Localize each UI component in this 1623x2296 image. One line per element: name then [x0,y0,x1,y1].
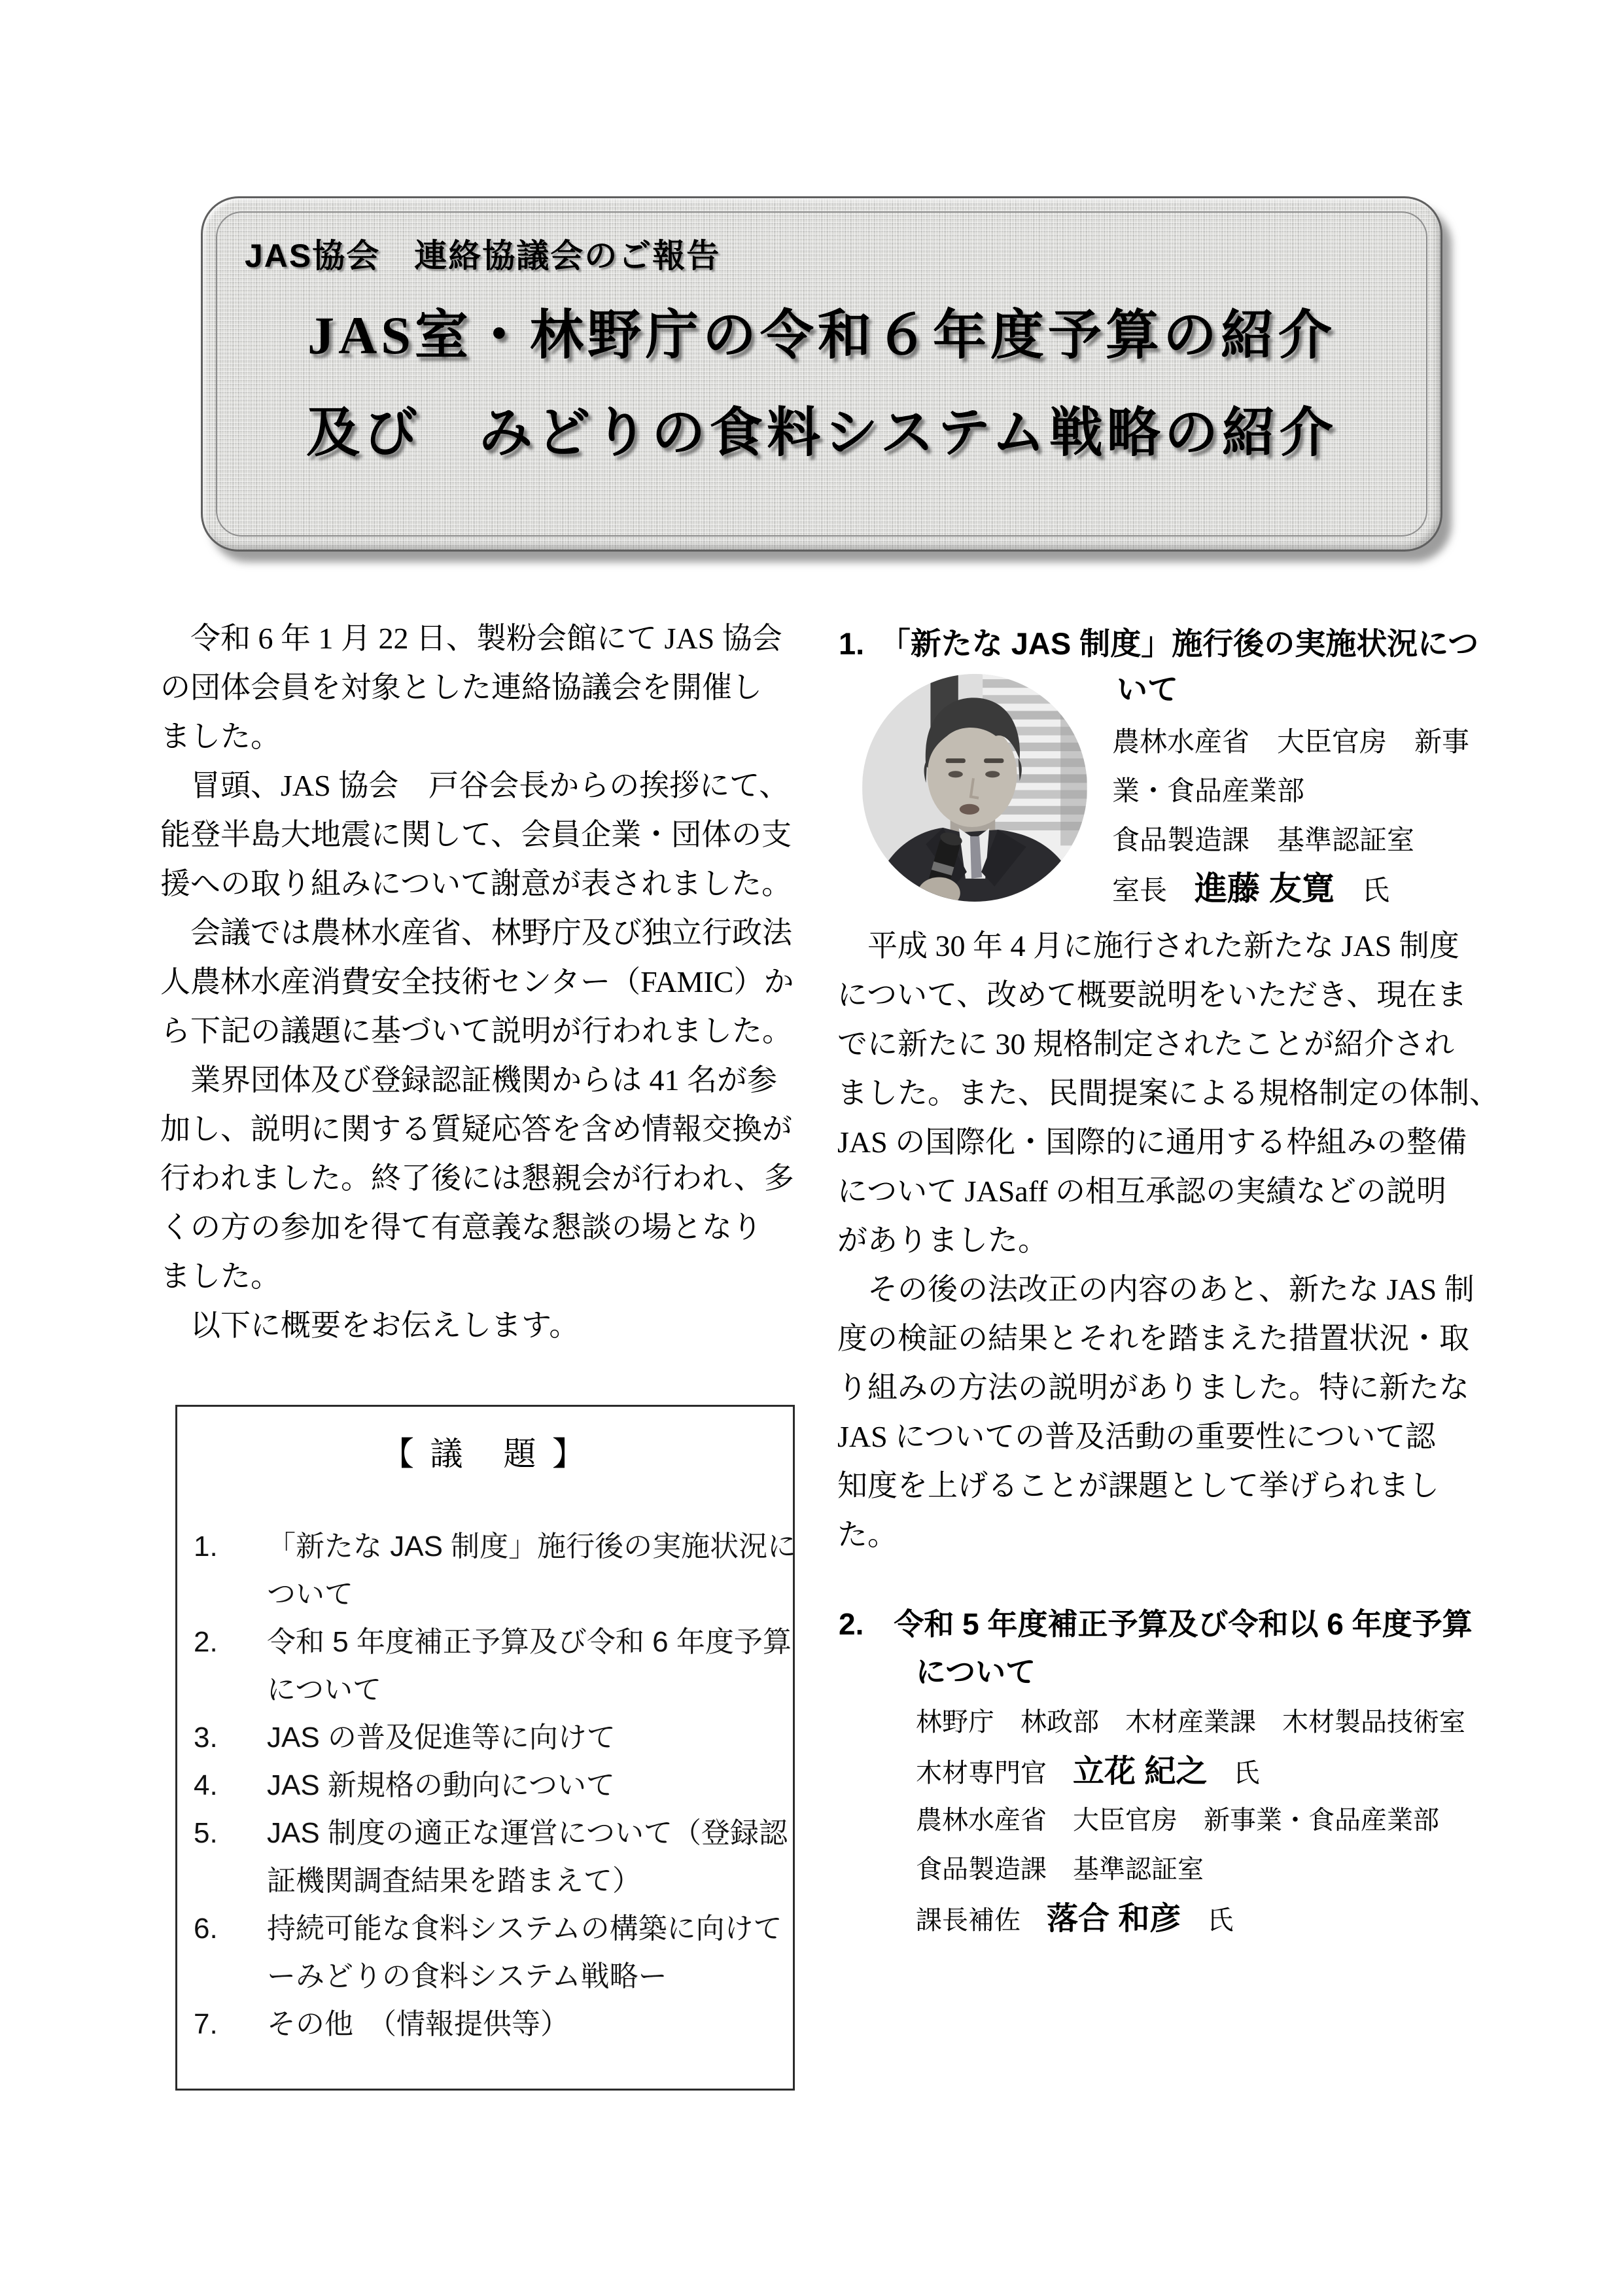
body-line: 知度を上げることが課題として挙げられまし [837,1469,1439,1502]
body-line: JAS の国際化・国際的に通用する枠組みの整備 [837,1125,1467,1159]
agenda-item-number: 2. [194,1626,218,1658]
affiliation-line: 林野庁 林政部 木材産業課 木材製品技術室 [916,1708,1465,1737]
section1-heading-line1: 1. 「新たな JAS 制度」施行後の実施状況につ [839,626,1479,661]
section2-heading-line1: 2. 令和 5 年度補正予算及び令和以 6 年度予算 [839,1607,1473,1641]
speaker-name-line [916,1747,1465,1796]
agenda-item-text: JAS 新規格の動向について [267,1769,616,1801]
body-line: の団体会員を対象とした連絡協議会を開催し [160,671,762,704]
speaker-role: 課長補佐 [916,1906,1047,1935]
speaker-name: 進藤 友寛 [1195,870,1335,907]
header-titles [203,287,1440,482]
body-line: がありました。 [837,1224,1048,1257]
agenda-item [177,1570,793,1618]
body-line: 平成 30 年 4 月に施行された新たな JAS 制度 [837,929,1459,963]
speaker-name: 落合 和彦 [1047,1901,1181,1936]
body-line: 業界団体及び登録認証機関からは 41 名が参 [160,1063,777,1097]
affiliation-line: 食品製造課 基準認証室 [916,1855,1204,1884]
agenda-item-text: 持続可能な食料システムの構築に向けて [267,1913,782,1945]
body-line: について、改めて概要説明をいただき、現在ま [837,978,1467,1012]
body-line: 行われました。終了後には懇親会が行われ、多 [160,1161,794,1195]
page-title-line2: 及び みどりの食料システム戦略の紹介 [306,403,1337,463]
agenda-item-text: その他 （情報提供等） [267,2008,569,2040]
body-line: ました。 [160,1260,281,1293]
section2-heading [839,1600,1473,1696]
speaker-name-line [916,1894,1465,1943]
agenda-item [177,2000,793,2048]
body-line: 加し、説明に関する質疑応答を含め情報交換が [160,1112,792,1146]
agenda-box [175,1405,795,2091]
agenda-item [177,1666,793,1714]
section1-paragraphs [837,921,1499,1559]
agenda-item-number: 4. [194,1769,218,1801]
section1-heading-line2: いて [1117,672,1178,707]
page-title-line1: JAS室・林野庁の令和６年度予算の紹介 [307,306,1336,365]
body-line: 能登半島大地震に関して、会員企業・団体の支 [160,818,792,851]
section2-heading-line2: について [916,1655,1036,1689]
speaker-name: 立花 紀之 [1073,1754,1208,1789]
speaker-portrait-illustration [862,674,1087,902]
affiliation-line: 農林水産省 大臣官房 新事業・食品産業部 [916,1806,1439,1835]
body-line: について JASaff の相互承認の実績などの説明 [837,1174,1447,1208]
body-line: その後の法改正の内容のあと、新たな JAS 制 [837,1273,1475,1306]
speaker-role: 室長 [1112,875,1195,906]
agenda-item-text: ーみどりの食料システム戦略ー [267,1960,667,1992]
agenda-item [177,1905,793,1952]
mouth [960,804,979,815]
agenda-items [177,1523,797,2048]
agenda-item [177,1523,797,1570]
body-line: くの方の参加を得て有意義な懇談の場となり [160,1210,762,1244]
body-line: でに新たに 30 規格制定されたことが紹介され [837,1027,1454,1061]
affiliation-line: 業・食品産業部 [1112,775,1305,806]
speaker-honorific: 氏 [1181,1906,1234,1935]
body-line: 令和 6 年 1 月 22 日、製粉会館にて JAS 協会 [160,622,782,655]
body-line: 援への取り組みについて謝意が表されました。 [160,867,792,900]
agenda-item-text: について [267,1674,382,1706]
agenda-heading: 【 議 題 】 [381,1436,589,1472]
agenda-item [177,1761,793,1809]
body-line: り組みの方法の説明がありました。特に新たな [837,1371,1469,1404]
speaker-photo [862,674,1087,902]
speaker-role: 木材専門官 [916,1759,1073,1788]
body-line: 人農林水産消費安全技術センター（FAMIC）か [160,965,794,998]
body-line: 冒頭、JAS 協会 戸谷会長からの挨拶にて、 [160,769,790,802]
body-line: ました。また、民間提案による規格制定の体制、 [837,1076,1499,1110]
agenda-item-text: 「新たな JAS 制度」施行後の実施状況に [267,1530,797,1563]
agenda-item-number: 5. [194,1817,218,1849]
agenda-item-number: 3. [194,1722,218,1754]
body-line: 度の検証の結果とそれを踏まえた措置状況・取 [837,1322,1469,1355]
header-tag: JAS協会 連絡協議会のご報告 [245,238,721,274]
left-column [160,614,811,1350]
agenda-item-number: 6. [194,1913,218,1945]
agenda-item-text: JAS の普及促進等に向けて [267,1722,616,1754]
body-line: ました。 [160,720,281,753]
body-line: ら下記の議題に基づいて説明が行われました。 [160,1014,792,1048]
agenda-item [177,1809,793,1857]
agenda-item-text: ついて [267,1578,353,1610]
section1-affiliation [1112,717,1469,913]
body-line: 会議では農林水産省、林野庁及び独立行政法 [160,916,792,949]
agenda-item [177,1714,793,1761]
affiliation-line: 食品製造課 基準認証室 [1112,824,1415,855]
agenda-item-number: 7. [194,2008,218,2040]
body-line: JAS についての普及活動の重要性について認 [837,1420,1436,1453]
body-line: た。 [837,1518,898,1551]
agenda-item-text: JAS 制度の適正な運営について（登録認 [267,1817,788,1849]
speaker-honorific: 氏 [1334,875,1389,906]
speaker-honorific: 氏 [1207,1759,1260,1788]
agenda-item [177,1857,793,1905]
affiliation-line: 農林水産省 大臣官房 新事 [1112,726,1470,757]
section2-affiliation [916,1698,1465,1943]
agenda-item-number: 1. [194,1530,218,1563]
header-banner [201,196,1442,552]
agenda-item [177,1618,793,1666]
agenda-item-text: 証機関調査結果を踏まえて） [267,1865,641,1897]
body-line: 以下に概要をお伝えします。 [160,1309,580,1342]
agenda-item-text: 令和 5 年度補正予算及び令和 6 年度予算 [267,1626,792,1658]
speaker-name-line [1112,864,1469,913]
agenda-item [177,1952,793,2000]
